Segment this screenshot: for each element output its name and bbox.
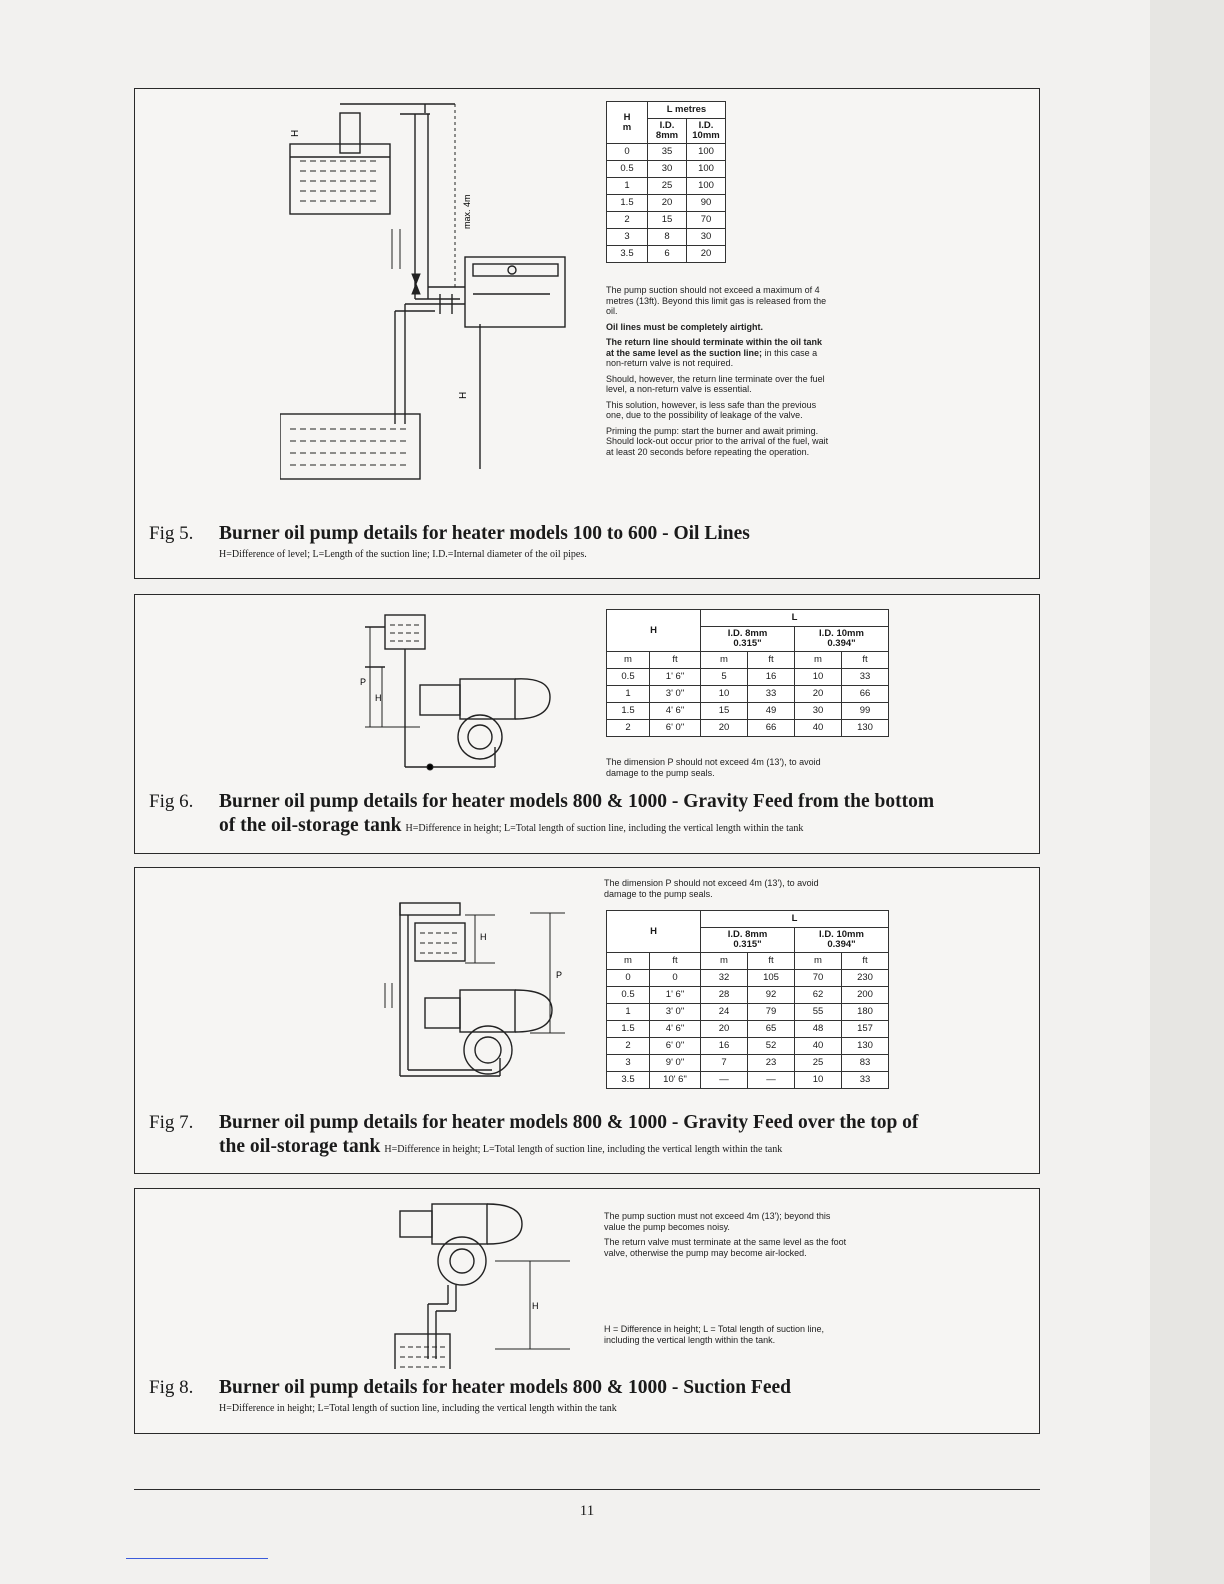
fig5-table-cell: 3.5 [607, 246, 648, 263]
fig6-table-cell: 33 [842, 669, 889, 686]
fig7-l-header: L [701, 911, 889, 928]
fig8-caption-title: Burner oil pump details for heater models 800 & 1000 - Suction Feed [219, 1377, 791, 1398]
fig7-id8-header: I.D. 8mm 0.315" [701, 928, 795, 953]
corner-link-line [126, 1558, 268, 1559]
fig5-caption [149, 523, 750, 545]
fig6-table-unit-cell: m [607, 652, 650, 669]
fig5-table-cell: 100 [687, 178, 726, 195]
fig6-table-unit-cell: ft [650, 652, 701, 669]
fig5-note-5: This solution, however, is less safe than the previous one, due to the possibility of leakage of the valve. [606, 399, 817, 420]
fig5-table-cell: 3 [607, 229, 648, 246]
fig6-h-header: H [607, 610, 701, 652]
fig5-note-2: Oil lines must be completely airtight. [606, 321, 764, 332]
fig7-table-cell: 2 [607, 1038, 650, 1055]
fig7-table-cell: 16 [701, 1038, 748, 1055]
fig6-table-cell: 3' 0" [650, 686, 701, 703]
fig7-table-cell: — [748, 1072, 795, 1089]
fig7-caption [149, 1112, 918, 1134]
fig7-table-cell: — [701, 1072, 748, 1089]
fig6-table-cell: 1 [607, 686, 650, 703]
fig5-note-1: The pump suction should not exceed a maximum of 4 metres (13ft). Beyond this limit gas is released from the oil. [606, 285, 827, 316]
fig5-col1-header: I.D. 8mm [648, 119, 687, 144]
fig7-table-unit-cell: ft [748, 953, 795, 970]
fig6-table-cell: 15 [701, 703, 748, 720]
fig6-table-cell: 10 [795, 669, 842, 686]
fig7-table-row [607, 987, 889, 1004]
fig6-table-row [607, 686, 889, 703]
fig6-table [606, 609, 889, 737]
fig7-table-cell: 3.5 [607, 1072, 650, 1089]
fig5-caption-sub: H=Difference of level; L=Length of the suction line; I.D.=Internal diameter of the oil pipes. [219, 549, 587, 560]
fig5-note-4: Should, however, the return line terminate over the fuel level, a non-return valve is essential. [606, 373, 825, 394]
fig6-table-unit-cell: m [701, 652, 748, 669]
fig5-table-cell: 100 [687, 144, 726, 161]
fig6-table-cell: 1.5 [607, 703, 650, 720]
fig5-table-cell: 30 [648, 161, 687, 178]
fig6-l-header: L [701, 610, 889, 627]
fig8-notes [604, 1211, 849, 1263]
fig7-id10-header: I.D. 10mm 0.394" [795, 928, 889, 953]
fig5-h-mid-label: H [458, 391, 469, 399]
fig7-p-label: P [556, 970, 563, 980]
fig7-table-cell: 7 [701, 1055, 748, 1072]
fig8-diagram [390, 1199, 580, 1369]
fig6-table-row [607, 720, 889, 737]
fig7-table-cell: 65 [748, 1021, 795, 1038]
fig7-table-cell: 10' 6" [650, 1072, 701, 1089]
fig7-table [606, 910, 889, 1089]
fig7-panel [134, 867, 1040, 1174]
fig6-table-unit-cell: m [795, 652, 842, 669]
fig5-table-cell: 30 [687, 229, 726, 246]
fig7-h-label: H [480, 932, 487, 942]
fig6-table-unit-cell: ft [748, 652, 795, 669]
fig7-table-cell: 3' 0" [650, 1004, 701, 1021]
page-shade [1150, 0, 1224, 1584]
fig6-table-cell: 20 [701, 720, 748, 737]
fig5-table-cell: 0 [607, 144, 648, 161]
fig7-table-cell: 105 [748, 970, 795, 987]
fig5-caption-title: Burner oil pump details for heater models 100 to 600 - Oil Lines [219, 523, 750, 544]
fig5-note-2-wrap [606, 322, 831, 333]
fig5-table-row [607, 229, 726, 246]
fig7-table-cell: 55 [795, 1004, 842, 1021]
fig7-table-row [607, 1055, 889, 1072]
fig6-caption-line2 [219, 815, 803, 837]
fig5-note-3-rest: in this case a non-return valve is not required. [606, 347, 818, 368]
fig5-caption-num: Fig 5. [149, 523, 194, 544]
fig7-table-cell: 1.5 [607, 1021, 650, 1038]
fig5-table-row [607, 212, 726, 229]
fig8-note-3: H = Difference in height; L = Total length of suction line, including the vertical length within the tank. [604, 1324, 824, 1345]
fig7-table-cell: 33 [842, 1072, 889, 1089]
fig5-table-cell: 6 [648, 246, 687, 263]
fig7-table-unit-cell: m [701, 953, 748, 970]
fig7-table-cell: 9' 0" [650, 1055, 701, 1072]
fig6-diagram [360, 607, 560, 777]
fig7-table-unit-cell: ft [650, 953, 701, 970]
fig7-table-cell: 10 [795, 1072, 842, 1089]
fig5-h-top-label: H [290, 129, 301, 137]
fig7-table-row [607, 970, 889, 987]
fig7-table-cell: 79 [748, 1004, 795, 1021]
fig8-panel [134, 1188, 1040, 1434]
fig6-id10-header: I.D. 10mm 0.394" [795, 627, 889, 652]
fig5-table-cell: 25 [648, 178, 687, 195]
fig6-id8-header: I.D. 8mm 0.315" [701, 627, 795, 652]
fig5-table-row [607, 195, 726, 212]
fig6-table-cell: 30 [795, 703, 842, 720]
fig7-table-cell: 48 [795, 1021, 842, 1038]
fig7-table-unit-cell: ft [842, 953, 889, 970]
fig6-p-label: P [360, 677, 367, 687]
fig6-caption-sub: H=Difference in height; L=Total length of suction line, including the vertical length within the tank [405, 823, 804, 834]
fig6-table-cell: 130 [842, 720, 889, 737]
fig7-table-cell: 52 [748, 1038, 795, 1055]
page-number: 11 [579, 1503, 595, 1519]
fig7-table-row [607, 1038, 889, 1055]
fig5-table-cell: 35 [648, 144, 687, 161]
fig5-table-cell: 70 [687, 212, 726, 229]
fig6-table-cell: 20 [795, 686, 842, 703]
fig6-panel [134, 594, 1040, 854]
fig6-h-label: H [375, 693, 382, 703]
fig5-table-cell: 1.5 [607, 195, 648, 212]
fig6-table-unit-cell: ft [842, 652, 889, 669]
fig5-diagram [280, 99, 580, 499]
fig5-notes [606, 285, 831, 462]
fig8-caption-num: Fig 8. [149, 1377, 194, 1398]
fig7-caption-title1: Burner oil pump details for heater models 800 & 1000 - Gravity Feed over the top of [219, 1112, 919, 1133]
fig7-table-cell: 1 [607, 1004, 650, 1021]
fig8-note-1: The pump suction must not exceed 4m (13'); beyond this value the pump becomes noisy. [604, 1211, 831, 1232]
fig5-note-3-bold: The return line should terminate within the oil tank at the same level as the suction line; [606, 337, 823, 358]
fig7-table-cell: 0 [607, 970, 650, 987]
fig7-table-cell: 62 [795, 987, 842, 1004]
fig7-table-units-row [607, 953, 889, 970]
fig7-table-cell: 4' 6" [650, 1021, 701, 1038]
fig6-table-cell: 0.5 [607, 669, 650, 686]
fig7-table-unit-cell: m [607, 953, 650, 970]
fig5-table-row [607, 161, 726, 178]
fig6-table-cell: 99 [842, 703, 889, 720]
fig8-caption [149, 1377, 791, 1399]
fig5-table-cell: 90 [687, 195, 726, 212]
fig7-table-cell: 24 [701, 1004, 748, 1021]
fig7-table-row [607, 1021, 889, 1038]
fig7-table-cell: 157 [842, 1021, 889, 1038]
fig7-table-cell: 0 [650, 970, 701, 987]
fig6-table-row [607, 669, 889, 686]
fig8-h-label: H [532, 1301, 539, 1311]
fig5-note-3-wrap [606, 337, 831, 369]
fig6-table-units-row [607, 652, 889, 669]
fig7-table-cell: 25 [795, 1055, 842, 1072]
fig8-caption-sub: H=Difference in height; L=Total length of suction line, including the vertical length within the tank [219, 1403, 617, 1414]
fig7-table-cell: 28 [701, 987, 748, 1004]
fig6-caption-title2: of the oil-storage tank [219, 815, 402, 836]
fig7-table-cell: 0.5 [607, 987, 650, 1004]
fig5-table-cell: 0.5 [607, 161, 648, 178]
fig5-h-header: H m [607, 102, 648, 144]
fig5-l-header: L metres [648, 102, 726, 119]
fig7-table-unit-cell: m [795, 953, 842, 970]
fig5-note-6: Priming the pump: start the burner and await priming. Should lock-out occur prior to the arrival of the fuel, wait at least 20 seconds before repeating the operation. [606, 425, 829, 457]
fig6-note: The dimension P should not exceed 4m (13'), to avoid damage to the pump seals. [606, 757, 821, 778]
fig6-caption-num: Fig 6. [149, 791, 194, 812]
fig5-table-row [607, 144, 726, 161]
fig7-table-cell: 23 [748, 1055, 795, 1072]
fig5-panel [134, 88, 1040, 579]
fig5-col2-header: I.D. 10mm [687, 119, 726, 144]
fig5-max-label: max. 4m [462, 194, 472, 229]
fig5-table-cell: 20 [648, 195, 687, 212]
fig7-diagram [380, 898, 570, 1088]
fig7-caption-num: Fig 7. [149, 1112, 194, 1133]
fig6-table-cell: 16 [748, 669, 795, 686]
fig7-table-cell: 83 [842, 1055, 889, 1072]
fig6-table-cell: 6' 0" [650, 720, 701, 737]
fig6-table-cell: 4' 6" [650, 703, 701, 720]
fig7-table-cell: 130 [842, 1038, 889, 1055]
fig6-table-row [607, 703, 889, 720]
fig5-table-cell: 1 [607, 178, 648, 195]
fig5-table-cell: 2 [607, 212, 648, 229]
fig7-table-cell: 70 [795, 970, 842, 987]
fig6-table-cell: 66 [748, 720, 795, 737]
fig5-table-cell: 20 [687, 246, 726, 263]
fig5-table [606, 101, 726, 263]
fig7-table-cell: 200 [842, 987, 889, 1004]
fig7-table-cell: 6' 0" [650, 1038, 701, 1055]
fig7-table-cell: 92 [748, 987, 795, 1004]
fig6-caption [149, 791, 934, 813]
fig6-table-cell: 1' 6" [650, 669, 701, 686]
fig7-caption-sub: H=Difference in height; L=Total length of suction line, including the vertical length within the tank [384, 1144, 783, 1155]
fig7-table-row [607, 1004, 889, 1021]
fig5-table-row [607, 178, 726, 195]
fig5-table-cell: 8 [648, 229, 687, 246]
fig6-table-cell: 2 [607, 720, 650, 737]
fig7-caption-title2: the oil-storage tank [219, 1136, 381, 1157]
footer-rule [134, 1489, 1040, 1490]
fig6-table-cell: 10 [701, 686, 748, 703]
fig7-note: The dimension P should not exceed 4m (13'), to avoid damage to the pump seals. [604, 878, 819, 899]
fig7-table-cell: 230 [842, 970, 889, 987]
fig8-note-2: The return valve must terminate at the same level as the foot valve, otherwise the pump may become air-locked. [604, 1237, 847, 1258]
fig6-table-cell: 33 [748, 686, 795, 703]
fig6-table-cell: 5 [701, 669, 748, 686]
fig7-table-cell: 40 [795, 1038, 842, 1055]
fig7-caption-line2 [219, 1136, 782, 1158]
fig5-table-row [607, 246, 726, 263]
fig5-table-cell: 100 [687, 161, 726, 178]
fig7-table-cell: 1' 6" [650, 987, 701, 1004]
fig7-h-header: H [607, 911, 701, 953]
fig6-table-cell: 40 [795, 720, 842, 737]
fig5-table-cell: 15 [648, 212, 687, 229]
fig6-caption-title1: Burner oil pump details for heater models 800 & 1000 - Gravity Feed from the bottom [219, 791, 935, 812]
fig7-table-cell: 32 [701, 970, 748, 987]
fig7-table-cell: 3 [607, 1055, 650, 1072]
fig6-table-cell: 66 [842, 686, 889, 703]
fig7-table-cell: 20 [701, 1021, 748, 1038]
fig7-table-row [607, 1072, 889, 1089]
fig7-table-cell: 180 [842, 1004, 889, 1021]
fig6-table-cell: 49 [748, 703, 795, 720]
